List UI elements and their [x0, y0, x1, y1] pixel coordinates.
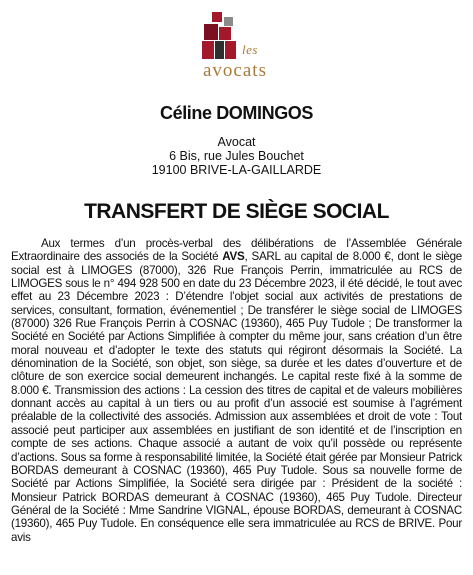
logo-square: [219, 27, 231, 40]
lawyer-street: 6 Bis, rue Jules Bouchet: [169, 149, 304, 163]
logo-square: [202, 41, 214, 59]
notice-body: [11, 237, 462, 544]
lawyer-role: Avocat: [217, 135, 256, 149]
logo-square: [224, 17, 233, 26]
logo-square: [212, 12, 222, 22]
logo-square: [215, 41, 224, 59]
company-name: AVS: [222, 250, 245, 264]
les-avocats-logo: [190, 12, 280, 86]
logo-text-les: les: [242, 42, 258, 57]
logo-square: [225, 41, 236, 59]
lawyer-name: Céline DOMINGOS: [159, 103, 314, 123]
logo-squares-icon: [202, 12, 242, 60]
logo-text-avocats: avocats: [203, 60, 267, 81]
logo-square: [204, 24, 218, 40]
notice-title: TRANSFERT DE SIÈGE SOCIAL: [84, 200, 389, 223]
notice-body-main: , SARL au capital de 8.000 €, dont le siège social est à LIMOGES (87000), 326 Rue François Perrin, immatriculée au RCS de LIMOGES sous le n° 494 928 500 en date du 23 Décembre 2023, il été décidé, le tout avec effet au 23 Décembre 2023 : D’étendre l’objet social aux activités de prestations de services, consultant, formation, événementiel ; De transférer le siège social de LIMOGES (87000) 326 Rue François Perrin à COSNAC (19360), 465 Puy Tudole ; De transformer la Société en Société par Actions Simplifiée à compter du même jour, sans création d’un être moral nouveau et d’adopter le texte des statuts qui régiront désormais la Société. La dénomination de la Société, son objet, son siège, sa durée et les dates d’ouverture et de clôture de son exercice social demeurent inchangés. Le capital reste fixé à la somme de 8.000 €. Transmission des actions : La cession des titres de capital et de valeurs mobilières donnant accès au capital à un tiers ou au profit d’un associé est soumise à l’agrément préalable de la collectivité des associés. Admission aux assemblées et droit de vote : Tout associé peut participer aux assemblées en justifiant de son identité et de l’inscription en compte de ses actions. Chaque associé a autant de voix qu’il possède ou représente d’actions. Sous sa forme à responsabilité limitée, la Société était gérée par Monsieur Patrick BORDAS demeurant à COSNAC (19360), 465 Puy Tudole. Sous sa nouvelle forme de Société par Actions Simplifiée, la Société sera dirigée par : Président de la société : Monsieur Patrick BORDAS demeurant à COSNAC (19360), 465 Puy Tudole. Directeur Général de la Société : Mme Sandrine VIGNAL, épouse BORDAS, demeurant à COSNAC (19360), 465 Puy Tudole. En conséquence elle sera immatriculée au RCS de BRIVE. Pour avis: [11, 250, 462, 544]
lawyer-city: 19100 BRIVE-LA-GAILLARDE: [151, 163, 322, 177]
notice-body-intro: Aux termes d’un procès-verbal des délibérations de l’Assemblée Générale Extraordinaire des associés de la Société: [11, 237, 462, 264]
